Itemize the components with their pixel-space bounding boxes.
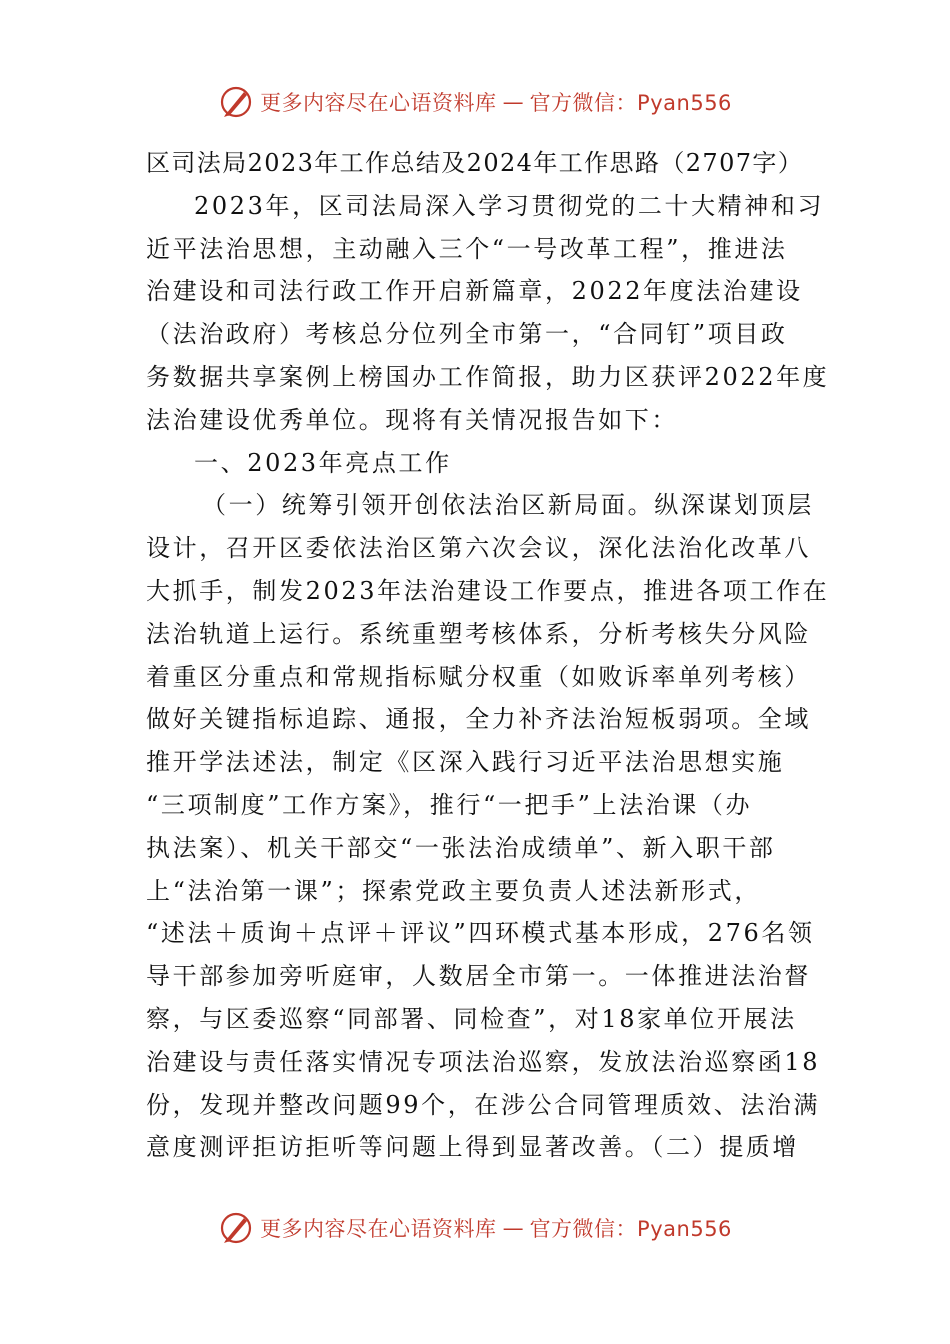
paragraph-line: 做好关键指标追踪、通报，全力补齐法治短板弱项。全域: [146, 705, 811, 734]
paragraph-line: 执法案）、机关干部交“一张法治成绩单”、新入职干部: [146, 833, 776, 862]
paragraph-line: 务数据共享案例上榜国办工作简报，助力区获评2022年度: [146, 362, 830, 391]
paragraph-line: 上“法治第一课”；探索党政主要负责人述法新形式，: [146, 876, 761, 905]
watermark-separator: —: [502, 1216, 524, 1240]
paragraph-line: 法治建设优秀单位。现将有关情况报告如下：: [146, 405, 678, 434]
watermark-header: [0, 82, 950, 122]
watermark-text: 更多内容尽在心语资料库: [260, 1217, 497, 1241]
paragraph-line: 治建设和司法行政工作开启新篇章，2022年度法治建设: [146, 277, 803, 306]
watermark-suffix: 官方微信：Pyan556: [529, 91, 732, 115]
paragraph-line: 份，发现并整改问题99个，在涉公合同管理质效、法治满: [146, 1090, 821, 1119]
paragraph-line: 导干部参加旁听庭审，人数居全市第一。一体推进法治督: [146, 962, 811, 991]
paragraph-line: “述法＋质询＋点评＋评议”四环模式基本形成，276名领: [146, 919, 815, 948]
paragraph-line: 治建设与责任落实情况专项法治巡察，发放法治巡察函18: [146, 1047, 821, 1076]
watermark-footer: [0, 1208, 950, 1248]
paragraph-line: 推开学法述法，制定《区深入践行习近平法治思想实施: [146, 748, 785, 777]
paragraph-line: 着重区分重点和常规指标赋分权重（如败诉率单列考核）: [146, 662, 811, 691]
paragraph-line: “三项制度”工作方案》，推行“一把手”上法治课（办: [146, 790, 753, 819]
watermark-text: 更多内容尽在心语资料库: [260, 91, 497, 115]
watermark-separator: —: [502, 90, 524, 114]
paragraph-line: （一）统筹引领开创依法治区新局面。纵深谋划顶层: [202, 491, 814, 520]
paragraph-line: 大抓手，制发2023年法治建设工作要点，推进各项工作在: [146, 576, 830, 605]
watermark-suffix: 官方微信：Pyan556: [529, 1217, 732, 1241]
paragraph-line: 2023年，区司法局深入学习贯彻党的二十大精神和习: [194, 191, 825, 220]
paragraph-line: 设计，召开区委依法治区第六次会议，深化法治化改革八: [146, 534, 811, 563]
section-heading: 一、2023年亮点工作: [194, 448, 452, 477]
pen-logo-icon: [218, 1210, 254, 1246]
paragraph-line: 法治轨道上运行。系统重塑考核体系，分析考核失分风险: [146, 619, 811, 648]
paragraph-line: 察，与区委巡察“同部署、同检查”，对18家单位开展法: [146, 1004, 797, 1033]
paragraph-line: （法治政府）考核总分位列全市第一，“合同钉”项目政: [146, 320, 788, 349]
paragraph-line: 意度测评拒访拒听等问题上得到显著改善。（二）提质增: [146, 1133, 799, 1162]
pen-logo-icon: [218, 84, 254, 120]
document-body: [146, 142, 830, 1169]
paragraph-line: 近平法治思想，主动融入三个“一号改革工程”，推进法: [146, 234, 788, 263]
document-title: 区司法局2023年工作总结及2024年工作思路（2707字）: [146, 149, 804, 177]
